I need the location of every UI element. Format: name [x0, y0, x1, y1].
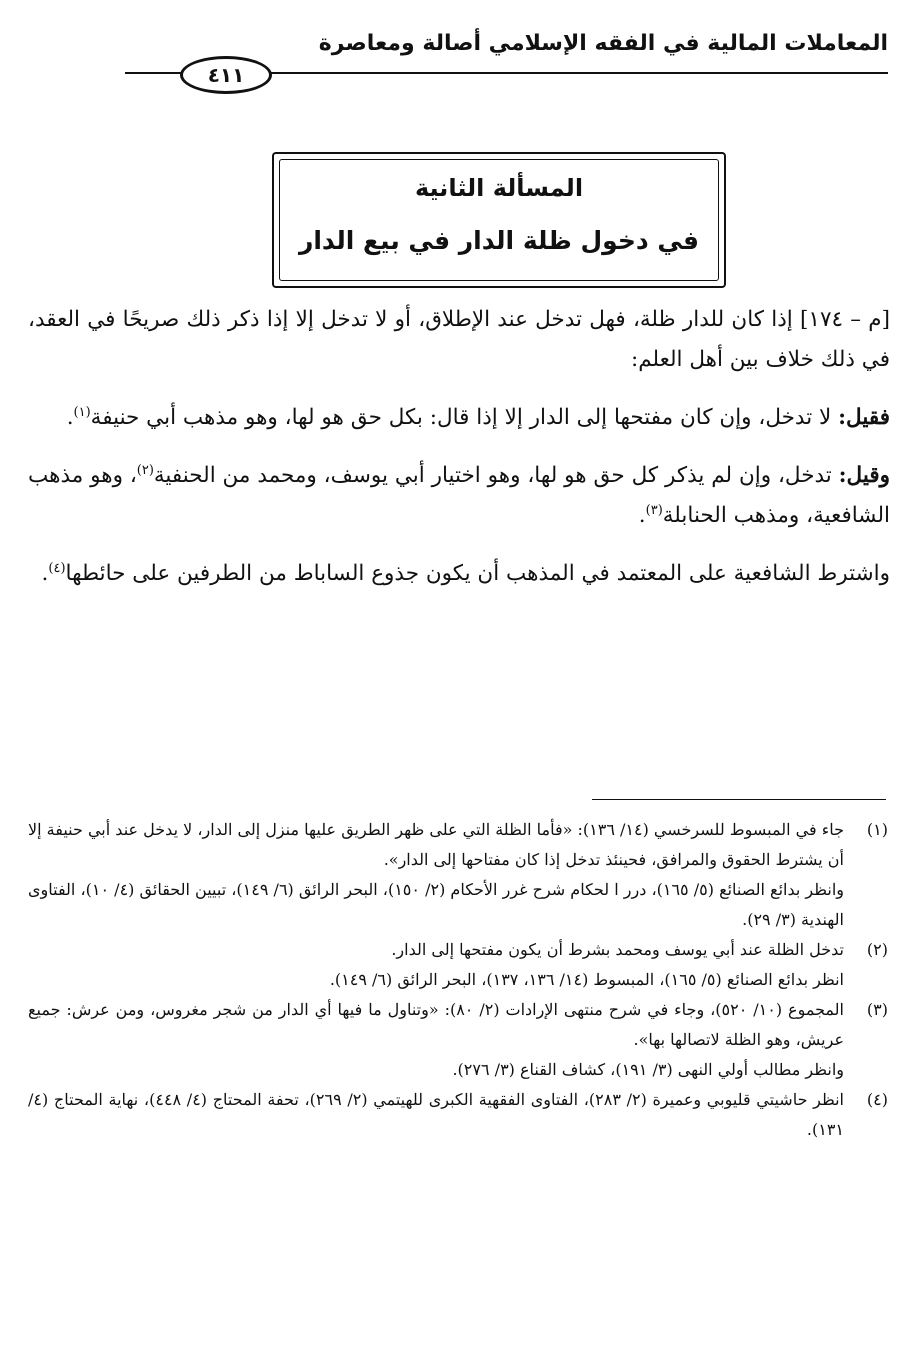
footnote-ref-1[interactable]: (١) [73, 404, 91, 420]
footnote-body [28, 935, 844, 995]
paragraph-1 [28, 300, 890, 380]
section-title-line-2: في دخول ظلة الدار في بيع الدار [298, 226, 700, 255]
paragraph-2-end: . [66, 405, 74, 430]
footnote-text: تدخل الظلة عند أبي يوسف ومحمد بشرط أن يكون مفتحها إلى الدار. [391, 940, 844, 959]
footnote-text: المجموع (١٠/ ٥٢٠)، وجاء في شرح منتهى الإرادات (٢/ ٨٠): «وتناول ما فيها أي الدار من شجر مغروس، ومن عرش: جميع عريش، وهو الظلة لاتصالها بها». [28, 1000, 844, 1049]
paragraph-3-text-1: تدخل، وإن لم يذكر كل حق هو لها، وهو اختيار أبي يوسف، ومحمد من الحنفية [153, 463, 839, 488]
footnote-text: جاء في المبسوط للسرخسي (١٤/ ١٣٦): «فأما الظلة التي على ظهر الطريق عليها منزل إلى الدار، لا يدخل عند أبي حنيفة إلا أن يشترط الحقوق والمرافق، فحينئذ تدخل إذا كان مفتاحها إلى الدار». [28, 820, 844, 869]
footnote-text: وانظر مطالب أولي النهى (٣/ ١٩١)، كشاف القناع (٣/ ٢٧٦). [452, 1060, 844, 1079]
footnote-3 [28, 995, 888, 1085]
footnotes [28, 815, 888, 1145]
paragraph-3-lead: وقيل: [838, 463, 890, 488]
footnote-text: انظر حاشيتي قليوبي وعميرة (٢/ ٢٨٣)، الفتاوى الفقهية الكبرى للهيتمي (٢/ ٢٦٩)، تحفة المحتاج (٤/ ٤٤٨)، نهاية المحتاج (٤/ ١٣١). [28, 1090, 844, 1139]
footnote-text: انظر بدائع الصنائع (٥/ ١٦٥)، المبسوط (١٤/ ١٣٦، ١٣٧)، البحر الرائق (٦/ ١٤٩). [329, 970, 844, 989]
footnote-ref-3[interactable]: (٣) [645, 502, 663, 518]
footnote-ref-2[interactable]: (٢) [136, 462, 154, 478]
footnote-ref-4[interactable]: (٤) [48, 560, 66, 576]
paragraph-4-text: واشترط الشافعية على المعتمد في المذهب أن يكون جذوع الساباط من الطرفين على حائطها [65, 561, 890, 586]
footnote-body [28, 1085, 844, 1145]
section-title-line-1: المسألة الثانية [414, 174, 584, 202]
running-title: المعاملات المالية في الفقه الإسلامي أصالة ومعاصرة [318, 31, 888, 56]
section-title-box [272, 152, 726, 288]
footnote-number: (٣) [866, 1000, 888, 1019]
paragraph-2-text: لا تدخل، وإن كان مفتحها إلى الدار إلا إذا قال: بكل حق هو لها، وهو مذهب أبي حنيفة [90, 405, 839, 430]
footnote-body [28, 815, 844, 935]
page-number: ٤١١ [180, 56, 272, 94]
paragraph-2 [28, 398, 890, 438]
paragraph-3-text-2: ، وهو مذهب الشافعية، ومذهب الحنابلة [28, 463, 890, 528]
footnote-body [28, 995, 844, 1085]
footnote-separator [592, 799, 886, 800]
footnote-text: وانظر بدائع الصنائع (٥/ ١٦٥)، درر ا لحكام شرح غرر الأحكام (٢/ ١٥٠)، البحر الرائق (٦/ ١٤٩)، تبيين الحقائق (٤/ ١٠)، الفتاوى الهندية (٣/ ٢٩). [28, 880, 844, 929]
footnote-1 [28, 815, 888, 935]
footnote-4 [28, 1085, 888, 1145]
footnote-number: (١) [866, 820, 888, 839]
paragraph-3 [28, 456, 890, 536]
footnote-number: (٢) [866, 940, 888, 959]
paragraph-1-text: [م – ١٧٤] إذا كان للدار ظلة، فهل تدخل عند الإطلاق، أو لا تدخل إلا إذا ذكر ذلك صريحًا في العقد، في ذلك خلاف بين أهل العلم: [28, 307, 890, 372]
paragraph-4-end: . [41, 561, 49, 586]
body-text [28, 300, 890, 612]
paragraph-2-lead: فقيل: [838, 405, 890, 430]
footnote-number: (٤) [866, 1090, 888, 1109]
footnote-2 [28, 935, 888, 995]
paragraph-3-end: . [638, 503, 646, 528]
paragraph-4 [28, 554, 890, 594]
